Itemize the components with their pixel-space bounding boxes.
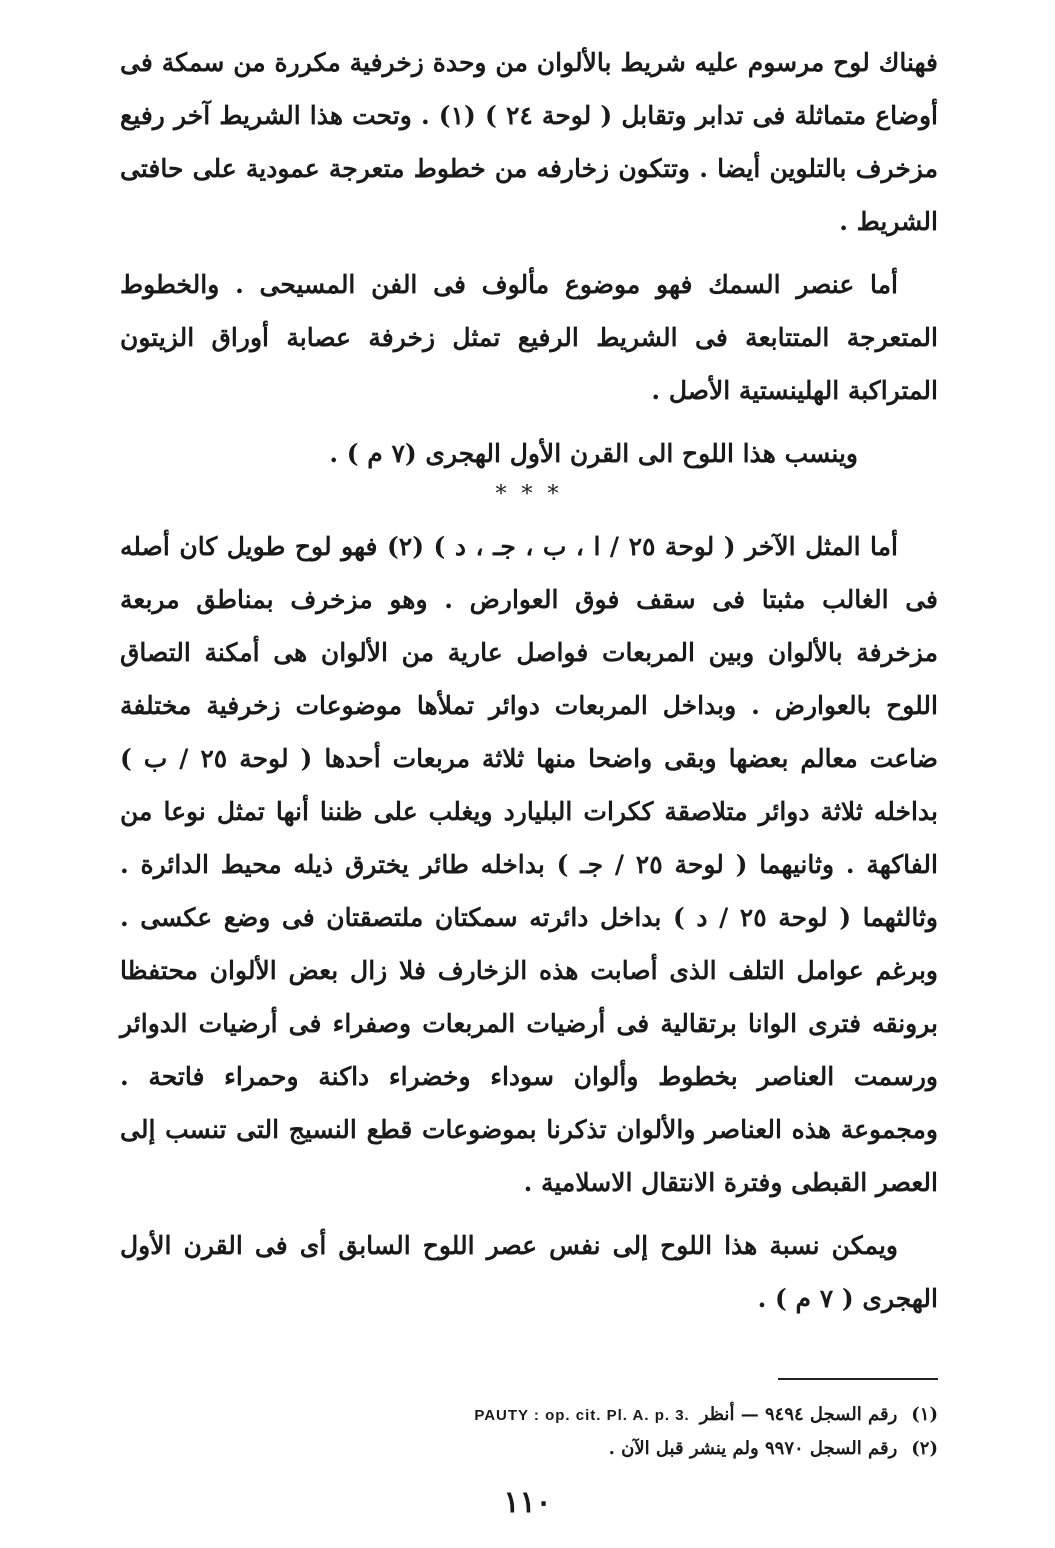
footnote-1 <box>238 1398 938 1432</box>
footnote-2-text: رقم السجل ٩٩٧٠ ولم ينشر قبل الآن . <box>608 1438 898 1459</box>
footnote-1-reference: PAUTY : op. cit. Pl. A. p. 3. <box>474 1407 690 1424</box>
page-number: ١١٠ <box>503 1485 552 1520</box>
footnote-1-number: (١) <box>911 1404 938 1425</box>
footnote-2 <box>238 1432 938 1465</box>
footnote-2-number: (٢) <box>911 1438 938 1459</box>
section-separator-stars: * * * <box>495 482 563 507</box>
paragraph-dating-first-panel: وينسب هذا اللوح الى القرن الأول الهجرى (٧ م ) . <box>329 439 858 468</box>
paragraph-second-example: أما المثل الآخر ( لوحة ٢٥ / ا ، ب ، جـ ، د ) (٢) فهو لوح طويل كان أصله فى الغالب مثبتا فى سقف فوق العوارض . وهو مزخرف بمناطق مربعة مزخرفة بالألوان وبين المربعات فواصل عارية من الألوان هى أمكنة التصاق اللوح بالعوارض . وبداخل المربعات دوائر تملأها موضوعات زخرفية مختلفة ضاعت معالم بعضها وبقى واضحا منها ثلاثة مربعات أحدها ( لوحة ٢٥ / ب ) بداخله ثلاثة دوائر متلاصقة ككرات البليارد ويغلب على ظننا أنها تمثل نوعا من الفاكهة . وثانيهما ( لوحة ٢٥ / جـ ) بداخله طائر يخترق ذيله محيط الدائرة . وثالثهما ( لوحة ٢٥ / د ) بداخل دائرته سمكتان ملتصقتان فى وضع عكسى . وبرغم عوامل التلف الذى أصابت هذه الزخارف فلا زال بعض الألوان محتفظا برونقه فترى الوانا برتقالية فى أرضيات المربعات وصفراء فى أرضيات الدوائر ورسمت العناصر بخطوط وألوان سوداء وخضراء داكنة وحمراء فاتحة . ومجموعة هذه العناصر والألوان تذكرنا بموضوعات قطع النسيج التى تنسب إلى العصر القبطى وفترة الانتقال الاسلامية . <box>120 532 939 1197</box>
footnotes <box>238 1398 938 1465</box>
footnote-divider <box>778 1378 938 1380</box>
paragraph-dating-second-panel: ويمكن نسبة هذا اللوح إلى نفس عصر اللوح السابق أى فى القرن الأول الهجرى ( ٧ م ) . <box>120 1231 938 1313</box>
page-body <box>120 36 938 1325</box>
paragraph-fish-strip: فهناك لوح مرسوم عليه شريط بالألوان من وحدة زخرفية مكررة من سمكة فى أوضاع متماثلة فى تدابر وتقابل ( لوحة ٢٤ ) (١) . وتحت هذا الشريط آخر رفيع مزخرف بالتلوين أيضا . وتتكون زخارفه من خطوط متعرجة عمودية على حافتى الشريط . <box>120 48 938 236</box>
paragraph-fish-element: أما عنصر السمك فهو موضوع مألوف فى الفن المسيحى . والخطوط المتعرجة المتتابعة فى الشريط الرفيع تمثل زخرفة عصابة أوراق الزيتون المتراكبة الهلينستية الأصل . <box>120 270 938 405</box>
footnote-1-text: رقم السجل ٩٤٩٤ — أنظر <box>699 1404 898 1425</box>
